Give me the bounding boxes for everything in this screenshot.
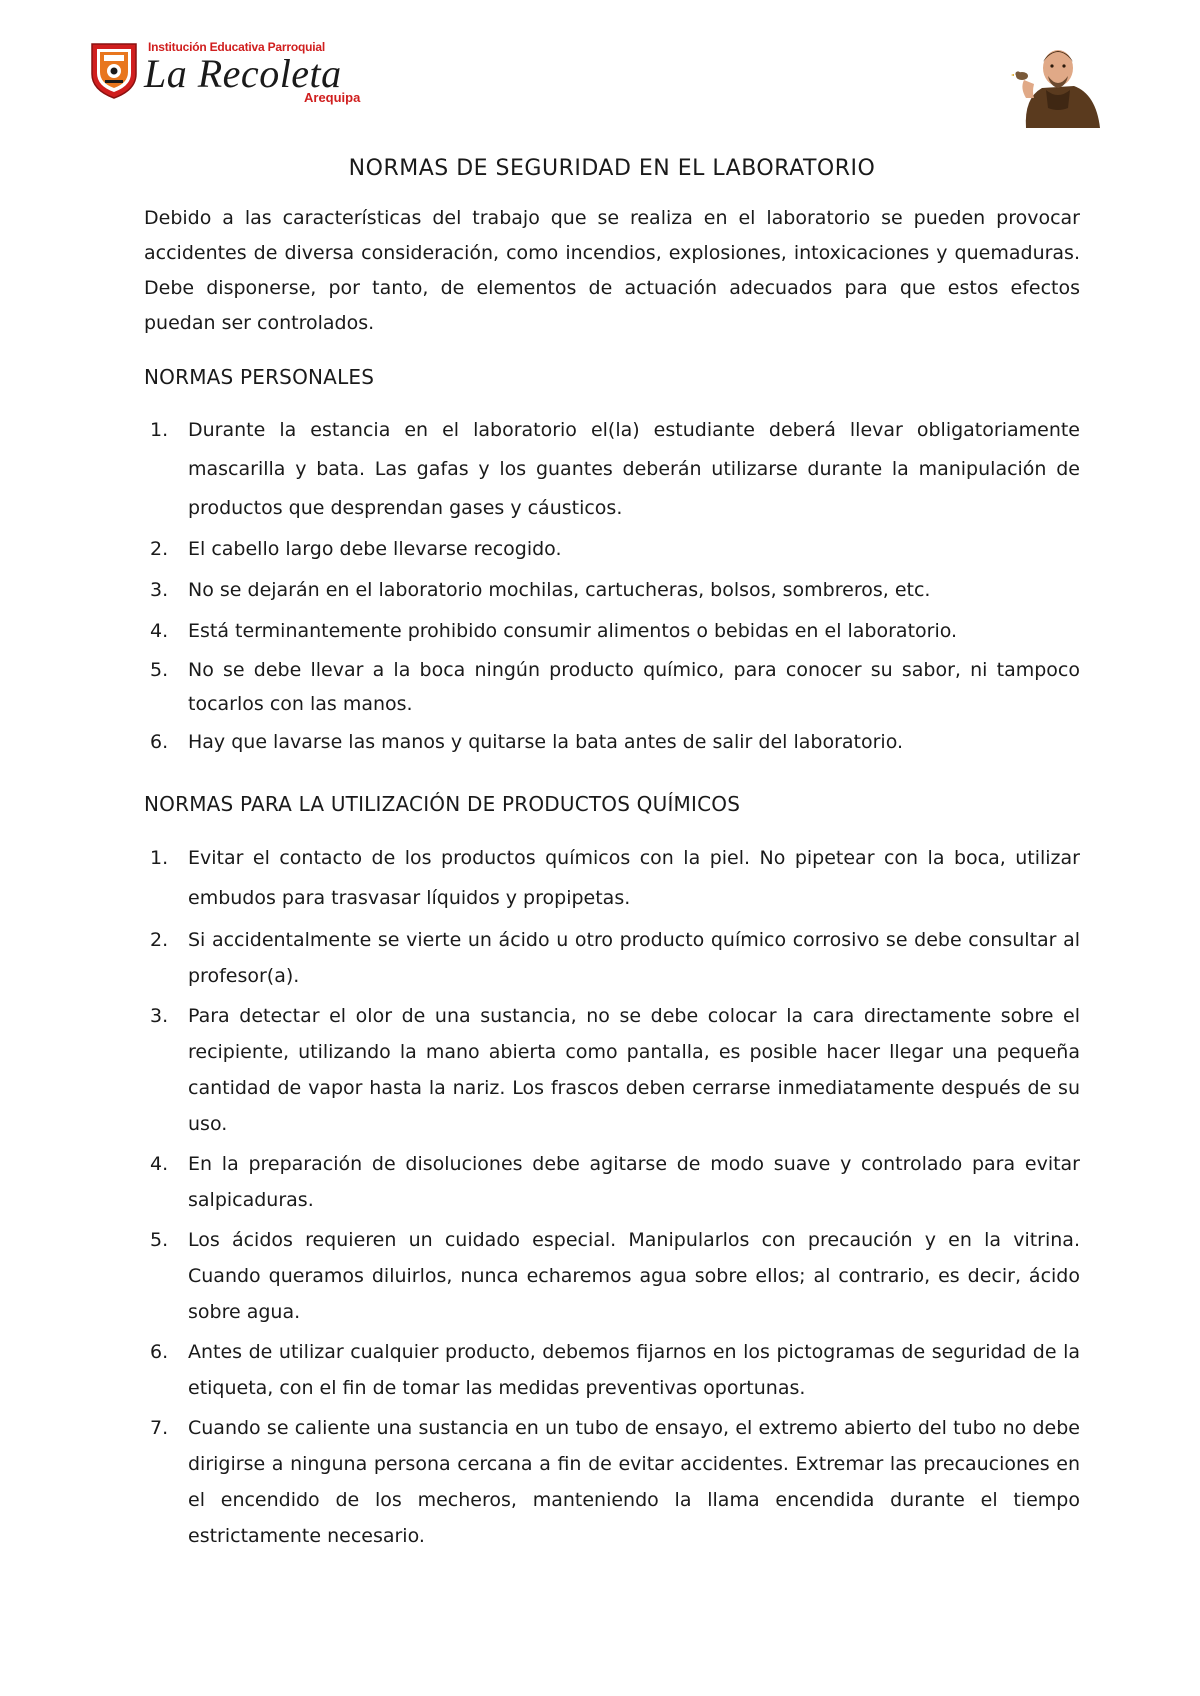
intro-paragraph: Debido a las características del trabajo que se realiza en el laboratorio se pueden provocar accidentes de diversa consideración, como incendios, explosiones, intoxicaciones y quemaduras. Debe disponerse, por tanto, de elementos de actuación adecuados para que estos efectos puedan ser controlados. xyxy=(144,207,1080,334)
list-number: 3. xyxy=(150,579,169,601)
section-heading-chemicals: NORMAS PARA LA UTILIZACIÓN DE PRODUCTOS QUÍMICOS xyxy=(144,792,741,816)
list-number: 6. xyxy=(150,731,169,753)
list-item xyxy=(144,571,1080,610)
list-item xyxy=(144,838,1080,918)
city-label: Arequipa xyxy=(304,90,361,105)
list-item xyxy=(144,998,1080,1142)
list-item xyxy=(144,411,1080,528)
list-item-text: El cabello largo debe llevarse recogido. xyxy=(188,538,562,560)
list-number: 1. xyxy=(150,419,169,441)
list-item-text: En la preparación de disoluciones debe agitarse de modo suave y controlado para evitar salpicaduras. xyxy=(188,1153,1080,1211)
list-item-text: Cuando se caliente una sustancia en un tubo de ensayo, el extremo abierto del tubo no debe dirigirse a ninguna persona cercana a fin de evitar accidentes. Extremar las precauciones en el encendido de los mecheros, manteniendo la llama encendida durante el tiempo estrictamente necesario. xyxy=(188,1417,1080,1547)
page-header xyxy=(88,36,1108,126)
friar-with-bird-icon xyxy=(1008,38,1108,128)
list-item xyxy=(144,1222,1080,1330)
list-number: 7. xyxy=(150,1417,169,1439)
list-number: 6. xyxy=(150,1341,169,1363)
list-number: 5. xyxy=(150,1229,169,1251)
list-number: 2. xyxy=(150,538,169,560)
school-logo xyxy=(88,36,388,106)
list-number: 4. xyxy=(150,1153,169,1175)
list-item xyxy=(144,653,1080,721)
list-item-text: Durante la estancia en el laboratorio el(la) estudiante deberá llevar obligatoriamente mascarilla y bata. Las gafas y los guantes deberán utilizarse durante la manipulación de productos que desprendan gases y cáusticos. xyxy=(188,419,1080,519)
personal-rules-list xyxy=(144,411,1080,762)
list-number: 2. xyxy=(150,929,169,951)
list-item xyxy=(144,1410,1080,1554)
list-item-text: Para detectar el olor de una sustancia, no se debe colocar la cara directamente sobre el recipiente, utilizando la mano abierta como pantalla, es posible hacer llegar una pequeña cantidad de vapor hasta la nariz. Los frascos deben cerrarse inmediatamente después de su uso. xyxy=(188,1005,1080,1135)
list-item xyxy=(144,723,1080,762)
list-number: 4. xyxy=(150,620,169,642)
school-crest-icon xyxy=(90,40,138,100)
institution-line: Institución Educativa Parroquial xyxy=(148,40,325,54)
document-body xyxy=(144,156,1080,1558)
brand-name: La Recoleta xyxy=(144,51,342,96)
list-item-text: No se dejarán en el laboratorio mochilas, cartucheras, bolsos, sombreros, etc. xyxy=(188,579,931,601)
list-item-text: Antes de utilizar cualquier producto, debemos fijarnos en los pictogramas de seguridad de la etiqueta, con el fin de tomar las medidas preventivas oportunas. xyxy=(188,1341,1080,1399)
list-item-text: Hay que lavarse las manos y quitarse la bata antes de salir del laboratorio. xyxy=(188,731,904,753)
list-item xyxy=(144,612,1080,651)
list-item-text: Los ácidos requieren un cuidado especial. Manipularlos con precaución y en la vitrina. Cuando queramos diluirlos, nunca echaremos agua sobre ellos; al contrario, es decir, ácido sobre agua. xyxy=(188,1229,1080,1323)
list-item xyxy=(144,530,1080,569)
list-item xyxy=(144,1334,1080,1406)
list-number: 3. xyxy=(150,1005,169,1027)
list-item-text: Si accidentalmente se vierte un ácido u otro producto químico corrosivo se debe consultar al profesor(a). xyxy=(188,929,1080,987)
list-item xyxy=(144,1146,1080,1218)
list-number: 5. xyxy=(150,659,169,681)
section-heading-personal: NORMAS PERSONALES xyxy=(144,365,375,389)
page-title: NORMAS DE SEGURIDAD EN EL LABORATORIO xyxy=(348,156,876,181)
list-number: 1. xyxy=(150,847,169,869)
list-item-text: Está terminantemente prohibido consumir alimentos o bebidas en el laboratorio. xyxy=(188,620,958,642)
list-item-text: No se debe llevar a la boca ningún producto químico, para conocer su sabor, ni tampoco tocarlos con las manos. xyxy=(188,659,1080,715)
list-item-text: Evitar el contacto de los productos químicos con la piel. No pipetear con la boca, utilizar embudos para trasvasar líquidos y propipetas. xyxy=(188,847,1080,909)
list-item xyxy=(144,922,1080,994)
chemical-rules-list xyxy=(144,838,1080,1554)
